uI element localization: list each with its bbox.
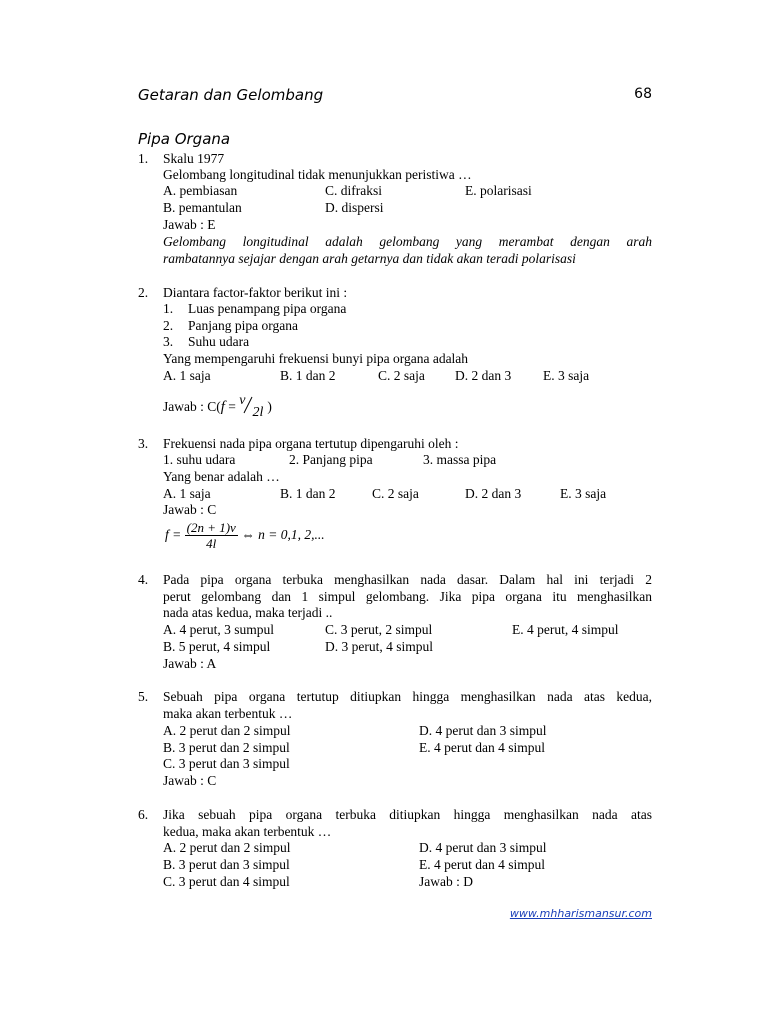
q2-option-a: A. 1 saja <box>163 368 211 383</box>
q4-line2: perut gelombang dan 1 simpul gelombang. Jika pipa organa itu menghasilkan <box>163 589 652 604</box>
q2-option-b: B. 1 dan 2 <box>280 368 336 383</box>
q2-formula-lhs: f <box>220 399 225 415</box>
q2-item2-number: 2. <box>163 318 174 333</box>
q2-question2: Yang mempengaruhi frekuensi bunyi pipa organa adalah <box>163 351 469 366</box>
q5-option-a: A. 2 perut dan 2 simpul <box>163 723 291 738</box>
q4-option-d: D. 3 perut, 4 simpul <box>325 639 433 654</box>
q5-option-d: D. 4 perut dan 3 simpul <box>419 723 547 738</box>
q3-number: 3. <box>138 436 149 451</box>
q2-item3: Suhu udara <box>188 334 250 349</box>
q2-option-c: C. 2 saja <box>378 368 425 383</box>
q2-formula-denominator: 2l <box>252 405 264 420</box>
q3-formula-denominator: 4l <box>206 536 217 552</box>
q1-option-a: A. pembiasan <box>163 183 238 198</box>
q1-answer: Jawab : E <box>163 217 216 232</box>
q2-item1-number: 1. <box>163 301 174 316</box>
q2-item3-number: 3. <box>163 334 174 349</box>
q3-option-c: C. 2 saja <box>372 486 419 501</box>
header-title: Getaran dan Gelombang <box>138 86 324 104</box>
q4-option-c: C. 3 perut, 2 simpul <box>325 622 433 637</box>
q5-option-e: E. 4 perut dan 4 simpul <box>419 740 545 755</box>
q6-line1: Jika sebuah pipa organa terbuka ditiupkan hingga menghasilkan nada atas <box>163 807 652 822</box>
q3-formula-fraction <box>185 520 238 551</box>
q4-number: 4. <box>138 572 149 587</box>
q2-option-d: D. 2 dan 3 <box>455 368 512 383</box>
q1-option-b: B. pemantulan <box>163 200 242 215</box>
q3-item3: 3. massa pipa <box>423 452 497 467</box>
q2-formula-slash <box>243 396 253 414</box>
q3-option-d: D. 2 dan 3 <box>465 486 522 501</box>
q2-number: 2. <box>138 285 149 300</box>
q6-line2: kedua, maka akan terbentuk … <box>163 824 332 839</box>
q3-option-e: E. 3 saja <box>560 486 607 501</box>
q6-option-d: D. 4 perut dan 3 simpul <box>419 840 547 855</box>
q4-line1: Pada pipa organa terbuka menghasilkan nada dasar. Dalam hal ini terjadi 2 <box>163 572 652 587</box>
q5-line1: Sebuah pipa organa tertutup ditiupkan hingga menghasilkan nada atas kedua, <box>163 689 652 704</box>
q1-explanation-line1: Gelombang longitudinal adalah gelombang yang merambat dengan arah <box>163 234 652 249</box>
q3-question: Frekuensi nada pipa organa tertutup dipengaruhi oleh : <box>163 436 459 451</box>
q2-formula-numerator: v <box>239 393 246 408</box>
q4-option-b: B. 5 perut, 4 simpul <box>163 639 271 654</box>
q3-formula-lhs: f = <box>165 527 182 542</box>
q3-question2: Yang benar adalah … <box>163 469 280 484</box>
q1-number: 1. <box>138 151 149 166</box>
q5-option-c: C. 3 perut dan 3 simpul <box>163 756 290 771</box>
q2-formula-close: ) <box>267 399 272 414</box>
q2-answer: Jawab : C( <box>163 399 221 414</box>
q2-formula-eq: = <box>228 399 236 414</box>
q6-answer: Jawab : D <box>419 874 473 889</box>
q3-option-b: B. 1 dan 2 <box>280 486 336 501</box>
footer-website-link[interactable]: www.mhharismansur.com <box>509 907 652 920</box>
q1-option-e: E. polarisasi <box>465 183 532 198</box>
q3-item2: 2. Panjang pipa <box>289 452 373 467</box>
q2-item1: Luas penampang pipa organa <box>188 301 347 316</box>
q2-option-e: E. 3 saja <box>543 368 590 383</box>
q4-answer: Jawab : A <box>163 656 217 671</box>
q2-question: Diantara factor-faktor berikut ini : <box>163 285 348 300</box>
q5-option-b: B. 3 perut dan 2 simpul <box>163 740 290 755</box>
q2-answer-line <box>163 393 272 420</box>
section-title: Pipa Organa <box>138 130 231 148</box>
q5-answer: Jawab : C <box>163 773 217 788</box>
q2-item2: Panjang pipa organa <box>188 318 298 333</box>
q1-source: Skalu 1977 <box>163 151 225 166</box>
q3-formula-numerator: (2n + 1)v <box>186 520 236 536</box>
q3-answer: Jawab : C <box>163 502 217 517</box>
q6-option-e: E. 4 perut dan 4 simpul <box>419 857 545 872</box>
q3-item1: 1. suhu udara <box>163 452 236 467</box>
q1-option-d: D. dispersi <box>325 200 384 215</box>
q6-option-a: A. 2 perut dan 2 simpul <box>163 840 291 855</box>
q6-option-b: B. 3 perut dan 3 simpul <box>163 857 290 872</box>
page-number: 68 <box>634 86 652 102</box>
q6-number: 6. <box>138 807 149 822</box>
q6-option-c: C. 3 perut dan 4 simpul <box>163 874 290 889</box>
q1-explanation-line2: rambatannya sejajar dengan arah getarnya dan tidak akan teradi polarisasi <box>163 251 576 266</box>
q5-line2: maka akan terbentuk … <box>163 706 293 721</box>
q3-formula <box>165 518 325 552</box>
q5-number: 5. <box>138 689 149 704</box>
q3-option-a: A. 1 saja <box>163 486 211 501</box>
q4-option-a: A. 4 perut, 3 sumpul <box>163 622 274 637</box>
q4-option-e: E. 4 perut, 4 simpul <box>512 622 619 637</box>
q1-question: Gelombang longitudinal tidak menunjukkan peristiwa … <box>163 167 472 182</box>
q3-formula-rhs: ⇔ n = 0,1, 2,... <box>241 527 325 542</box>
q1-option-c: C. difraksi <box>325 183 382 198</box>
q4-line3: nada atas kedua, maka terjadi .. <box>163 605 333 620</box>
